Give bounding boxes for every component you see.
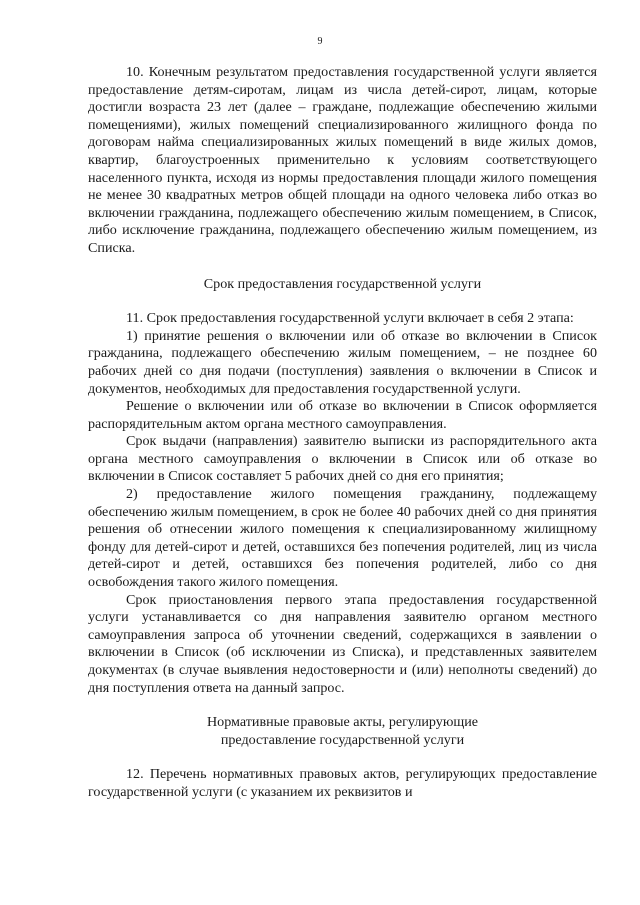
section-heading-acts-line-2: предоставление государственной услуги <box>220 731 465 748</box>
paragraph-11-extract: Срок выдачи (направления) заявителю выписки из распорядительного акта органа местного самоуправления о включении в Список или об отказе во включении в Список составляет 5 рабочих дней со дня его принятия; <box>88 433 597 485</box>
paragraph-12: 12. Перечень нормативных правовых актов, регулирующих предоставление государственной услуги (с указанием их реквизитов и <box>88 766 597 800</box>
page-number: 9 <box>317 36 323 47</box>
paragraph-11: 11. Срок предоставления государственной услуги включает в себя 2 этапа: <box>126 310 574 327</box>
section-heading-acts-line-1: Нормативные правовые акты, регулирующие <box>206 714 479 731</box>
paragraph-11-decision: Решение о включении или об отказе во включении в Список оформляется распорядительным актом органа местного самоуправления. <box>88 398 597 432</box>
document-body <box>88 64 597 802</box>
paragraph-11-suspension: Срок приостановления первого этапа предоставления государственной услуги устанавливается со дня направления заявителю органом местного самоуправления запроса об уточнении сведений, содержащихся в заявлении о включении в Список (об исключении из Списка), и представленных заявителем документах (в случае выявления недостоверности и (или) неполноты сведений) до дня поступления ответа на данный запрос. <box>88 591 597 696</box>
paragraph-11-item-2: 2) предоставление жилого помещения гражданину, подлежащему обеспечению жилым помещением, в срок не более 40 рабочих дней со дня принятия решения об отнесении жилого помещения к специализированному жилищному фонду для детей-сирот и детей, оставшихся без попечения родителей, лиц из числа детей-сирот и детей, оставшихся без попечения родителей, либо со дня освобождения такого жилого помещения. <box>88 486 597 591</box>
paragraph-11-item-1: 1) принятие решения о включении или об отказе во включении в Список гражданина, подлежащего обеспечению жилым помещением, – не позднее 60 рабочих дней со дня подачи (поступления) заявления о включении в Список и документов, необходимых для предоставления государственной услуги. <box>88 327 597 397</box>
section-heading-term: Срок предоставления государственной услуги <box>203 275 482 292</box>
paragraph-10: 10. Конечным результатом предоставления государственной услуги является предоставление детям-сиротам, лицам из числа детей-сирот, лицам, которые достигли возраста 23 лет (далее – граждане, подлежащие обеспечению жилыми помещениями), жилых помещений специализированного жилищного фонда по договорам найма специализированных жилых помещений в виде жилых домов, квартир, благоустроенных применительно к условиям соответствующего населенного пункта, исходя из нормы предоставления площади жилого помещения не менее 30 квадратных метров общей площади на одного человека либо отказ во включении гражданина, подлежащего обеспечению жилым помещением, в Список, либо исключение гражданина, подлежащего обеспечению жилым помещением, из Списка. <box>88 64 597 256</box>
